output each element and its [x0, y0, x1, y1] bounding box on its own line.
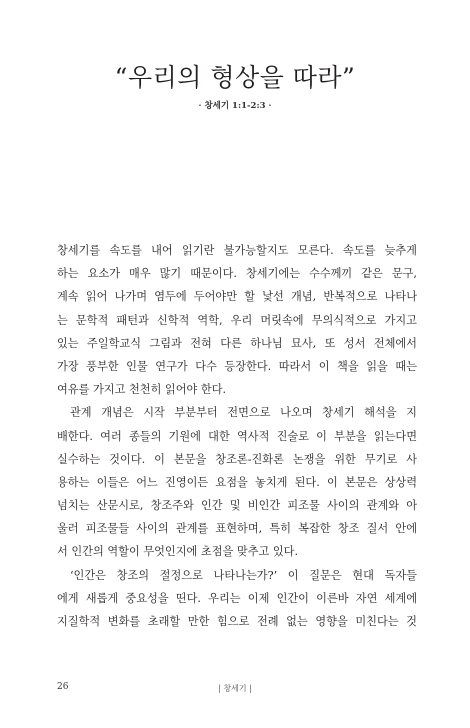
- body-text: [57, 239, 417, 633]
- text-line: 배한다. 여러 종들의 기원에 대한 역사적 진술로 이 부분을 읽는다면: [57, 429, 417, 443]
- text-line: 실수하는 것이다. 이 본문을 창조론-진화론 논쟁을 위한 무기로 사: [57, 452, 417, 466]
- text-line: 계속 읽어 나가며 염두에 두어야만 할 낯선 개념, 반복적으로 나타나: [57, 290, 417, 304]
- text-line: 관계 개념은 시작 부분부터 전면으로 나오며 창세기 해석을 지: [70, 406, 417, 420]
- text-line: 창세기를 속도를 내어 읽기란 불가능할지도 모른다. 속도를 늦추게: [57, 244, 417, 257]
- text-line: 넘치는 산문시로, 창조주와 인간 및 비인간 피조물 사이의 관계와 아: [57, 499, 417, 513]
- text-line: 는 문학적 패턴과 신학적 역학, 우리 머릿속에 무의식적으로 가지고: [57, 313, 417, 327]
- text-line: 가장 풍부한 인물 연구가 다수 등장한다. 따라서 이 책을 읽을 때는: [57, 359, 417, 373]
- running-footer: | 창세기 |: [218, 684, 252, 693]
- text-line: 있는 주일학교식 그림과 전혀 다른 하나님 묘사, 또 성서 전체에서: [57, 336, 417, 350]
- text-line: 용하는 이들은 어느 진영이든 요점을 놓치게 된다. 이 본문은 상상력: [57, 475, 417, 489]
- text-line: 지질학적 변화를 초래할 만한 힘으로 전례 없는 영향을 미친다는 것: [57, 615, 417, 628]
- text-line: 여유를 가지고 천천히 읽어야 한다.: [57, 383, 227, 397]
- chapter-title: “우리의 형상을 따라”: [114, 63, 356, 92]
- page-number: 26: [57, 682, 69, 692]
- text-line: 울러 피조물들 사이의 관계를 표현하며, 특히 복잡한 창조 질서 안에: [57, 522, 417, 536]
- text-line: 하는 요소가 매우 많기 때문이다. 창세기에는 수수께끼 같은 문구,: [57, 267, 417, 281]
- text-line: 서 인간의 역할이 무엇인지에 초점을 맞추고 있다.: [57, 545, 299, 559]
- text-line: ‘인간은 창조의 절정으로 나타나는가?’ 이 질문은 현대 독자들: [70, 568, 417, 582]
- text-line: 에게 새롭게 중요성을 띤다. 우리는 이제 인간이 이른바 자연 세계에: [57, 591, 417, 605]
- chapter-subtitle: · 창세기 1:1-2:3 ·: [198, 101, 272, 111]
